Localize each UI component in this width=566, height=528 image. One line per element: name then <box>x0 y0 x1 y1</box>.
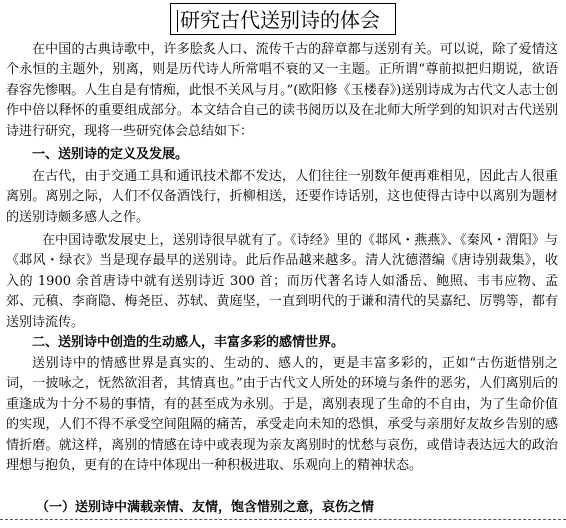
page-title: 研究古代送别诗的体会 <box>180 8 380 32</box>
intro-paragraph: 在中国的古典诗歌中，许多脍炙人口、流传千古的辞章都与送别有关。可以说，除了爱情这个永恒的主题外，别离，则是历代诗人所常唱不衰的又一主题。正所谓“尊前拟把归期说，欲语春容先惨咽。人生自是有情痴，此恨不关风与月。”(欧阳修《玉楼春》)送别诗成为古代文人志士创作中倍以释怀的重要组成部分。本文结合自己的读书阅历以及在北师大所学到的知识对古代送别诗进行研究，现将一些研究体会总结如下： <box>6 42 558 139</box>
page-bottom-rule <box>0 519 566 520</box>
text-cursor <box>177 10 178 32</box>
section1-paragraph-2: 在中国诗歌发展史上，送别诗很早就有了。《诗经》里的《邶风・燕燕》、《秦风・渭阳》与《邶风・绿衣》当是现存最早的送别诗。此后作品越来越多。清人沈德潜编《唐诗别裁集》，收入的 1900 余首唐诗中就有送别诗近 300 首；而历代著名诗人如潘岳、鲍照、韦韦应物、孟郊、元稹、李商隐、梅尧臣、苏轼、黄庭坚，一直到明代的于谦和清代的吴嘉纪、厉鹗等，都有送别诗流传。 <box>6 233 558 330</box>
section1-paragraph-1: 在古代，由于交通工具和通讯技术都不发达，人们往往一别数年便再难相见，因此古人很重离别。离别之际，人们不仅备酒饯行，折柳相送，还要作诗话别，这也使得古诗中以离别为题材的送别诗颇多感人之作。 <box>6 169 558 225</box>
section1-heading: 一、送别诗的定义及发展。 <box>32 147 189 162</box>
section2-heading: 二、送别诗中创造的生动感人，丰富多彩的感情世界。 <box>32 335 345 350</box>
section2-subheading: （一）送别诗中满载亲情、友情，饱含惜别之意，哀伤之情 <box>36 500 375 515</box>
section2-paragraph-1: 送别诗中的情感世界是真实的、生动的、感人的，更是丰富多彩的，正如“古伤逝惜别之词，一披咏之，怃然欲泪者，其情真也。”由于古代文人所处的环境与条件的恶劣，人们离别后的重逢成为十分不易的事情，有的甚至成为永别。于是，离别表现了生命的不自由，为了生命价值的实现，人们不得不承受空间阻隔的痛苦，承受走向未知的恐惧，承受与亲朋好友故乡告别的感情折磨。就这样，离别的情感在诗中或表现为亲友离别时的忧愁与哀伤，或借诗表达远大的政治理想与抱负，更有的在诗中体现出一种积极进取、乐观向上的精神状态。 <box>6 356 558 474</box>
